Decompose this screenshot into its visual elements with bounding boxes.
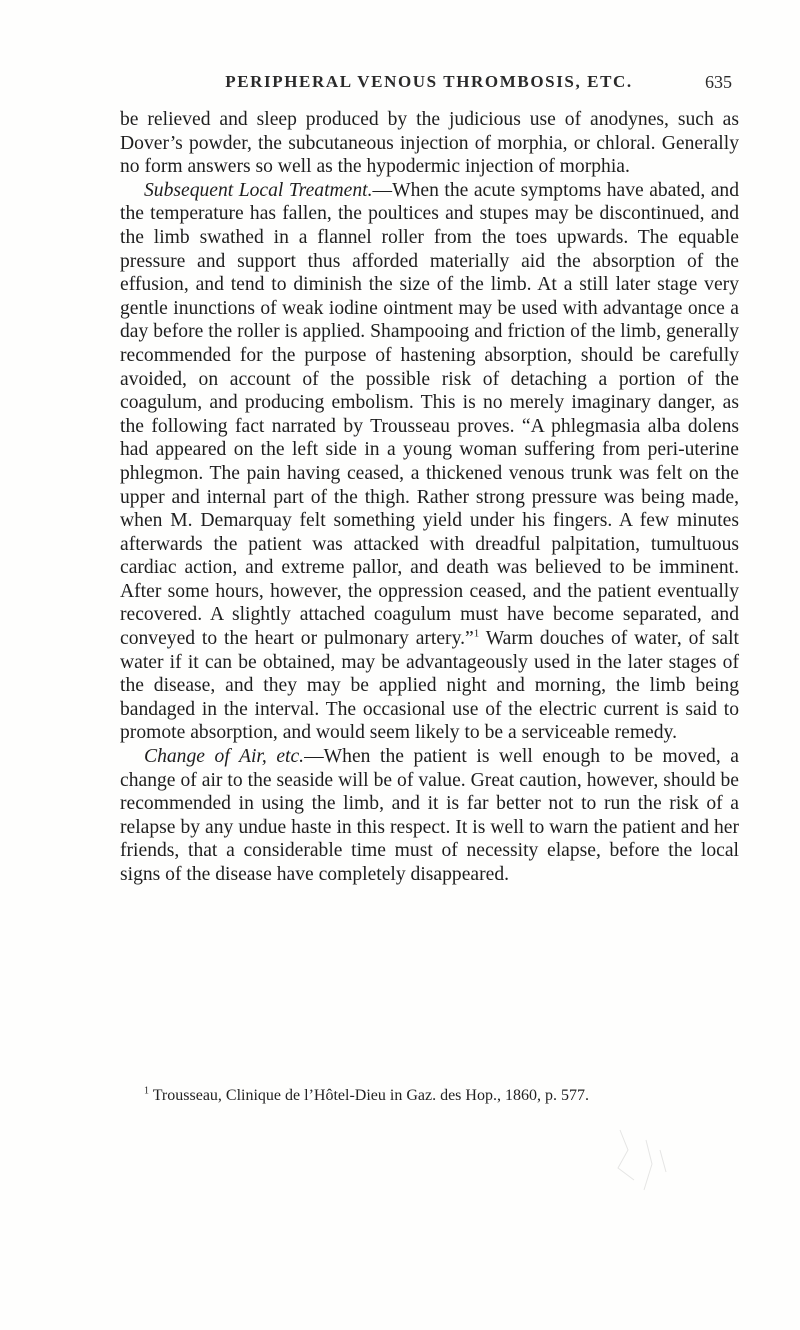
body-text: [120, 108, 739, 887]
page-number: 635: [705, 72, 732, 92]
paragraph-change-of-air: [120, 745, 739, 887]
section-heading-change-of-air: Change of Air, etc.: [144, 746, 305, 768]
footnote-text: Trousseau, Clinique de l’Hôtel-Dieu in Gaz. des Hop., 1860, p. 577.: [152, 1087, 589, 1104]
section-heading-subsequent-local-treatment: Subsequent Local Treatment.: [144, 179, 373, 201]
running-header: [126, 72, 732, 96]
footnote-reference: 1: [473, 627, 480, 640]
paragraph-text: —When the patient is well enough to be moved, a change of air to the seaside will be of value. Great caution, however, should be recommended in using the limb, and it is far better not to run the risk of a relapse by any undue haste in this respect. It is well to warn the patient and her friends, that a considerable time must of necessity elapse, before the local signs of the disease have completely disappeared.: [120, 746, 739, 885]
paragraph-subsequent-local-treatment: [120, 179, 739, 745]
paragraph-text-continued: Warm douches of water, of salt water if it can be obtained, may be advantageously used in the later stages of the disease, and they may be applied night and morning, the limb being bandaged in the interval. The occasional use of the electric current is said to promote absorption, and would seem likely to be a serviceable remedy.: [120, 628, 739, 744]
running-title: PERIPHERAL VENOUS THROMBOSIS, ETC.: [225, 72, 633, 91]
paragraph-continuation: [120, 108, 739, 179]
paragraph-text: be relieved and sleep produced by the judicious use of anodynes, such as Dover’s powder, the subcutaneous injection of morphia, or chloral. Generally no form answers so well as the hypodermic injection of morphia.: [120, 109, 739, 178]
footnote-marker: 1: [144, 1085, 149, 1097]
paper-smudge: [600, 1120, 680, 1210]
paragraph-text: —When the acute symptoms have abated, and the temperature has fallen, the poultices and stupes may be discontinued, and the limb swathed in a flannel roller from the toes upwards. The equable pressure and support thus afforded materially aid the absorption of the effusion, and tend to diminish the size of the limb. At a still later stage very gentle inunctions of weak iodine ointment may be used with advantage once a day before the roller is applied. Shampooing and friction of the limb, generally recommended for the purpose of hastening absorption, should be carefully avoided, on account of the possible risk of detaching a portion of the coagulum, and producing embolism. This is no merely imaginary danger, as the following fact narrated by Trousseau proves. “A phlegmasia alba dolens had appeared on the left side in a young woman suffering from peri-uterine phlegmon. The pain having ceased, a thickened venous trunk was felt on the upper and internal part of the thigh. Rather strong pressure was being made, when M. Demarquay felt something yield under his fingers. A few minutes afterwards the patient was attacked with dreadful palpitation, tumultuous cardiac action, and extreme pallor, and death was believed to be imminent. After some hours, however, the oppression ceased, and the patient eventually recovered. A slightly attached coagulum must have become separated, and conveyed to the heart or pulmonary artery.”: [120, 179, 740, 650]
footnote: [144, 1086, 744, 1106]
